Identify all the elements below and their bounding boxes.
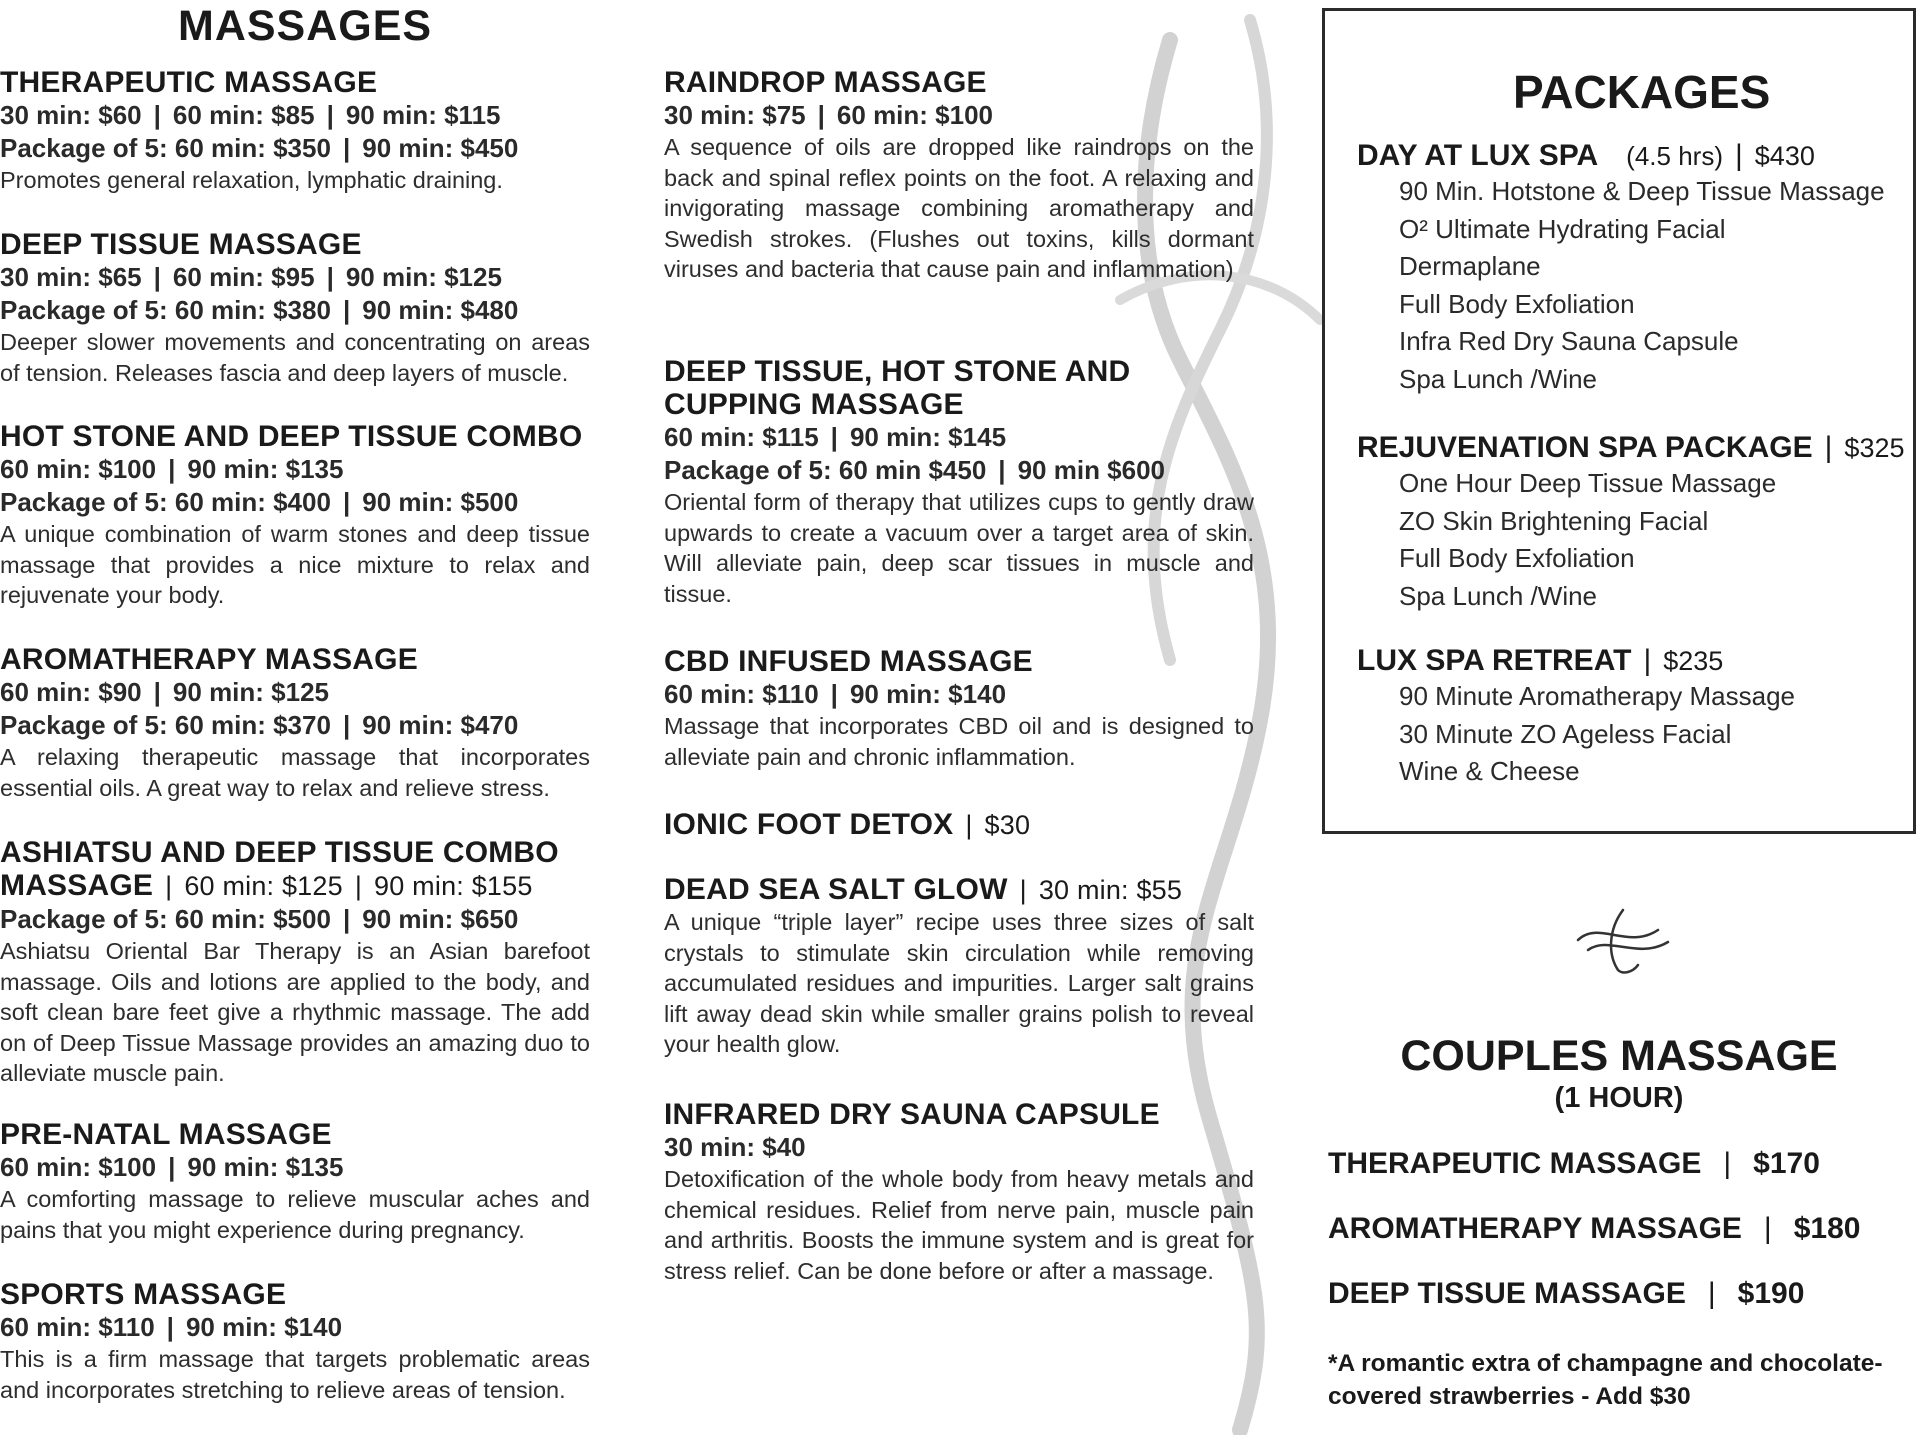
package-item bbox=[1357, 644, 1917, 791]
service-heading bbox=[664, 355, 1254, 421]
separator: | bbox=[830, 422, 838, 452]
service-name: DEAD SEA SALT GLOW bbox=[664, 873, 1008, 906]
service-description: A unique combination of warm stones and deep tissue massage that provides a nice mixture to relax and rejuvenate your body. bbox=[0, 521, 590, 608]
package-price-value: Package of 5: 60 min: $380 bbox=[0, 295, 331, 325]
service-inline-price bbox=[1008, 875, 1183, 905]
service-name: DEEP TISSUE MASSAGE bbox=[0, 228, 362, 261]
price-value: 60 min: $110 bbox=[0, 1312, 155, 1342]
couples-item-price: $180 bbox=[1793, 1212, 1861, 1245]
package-included-item: Infra Red Dry Sauna Capsule bbox=[1399, 326, 1739, 356]
service-prices bbox=[0, 453, 590, 486]
price-value: 60 min: $85 bbox=[172, 100, 315, 130]
separator: | bbox=[342, 295, 351, 325]
packages-title: PACKAGES bbox=[1513, 66, 1771, 118]
service-prices bbox=[0, 676, 590, 709]
service-item bbox=[0, 66, 590, 196]
separator: | bbox=[342, 904, 351, 934]
package-included-item: Spa Lunch /Wine bbox=[1399, 363, 1598, 394]
couples-subtitle: (1 HOUR) bbox=[1554, 1082, 1684, 1114]
price-value: 90 min: $140 bbox=[185, 1312, 343, 1342]
package-heading bbox=[1357, 431, 1917, 465]
service-package-prices bbox=[664, 454, 1254, 487]
package-included-item: Spa Lunch /Wine bbox=[1399, 580, 1598, 611]
separator: | bbox=[1019, 875, 1027, 905]
price-value: 90 min: $125 bbox=[172, 677, 330, 707]
package-price: $325 bbox=[1844, 433, 1905, 463]
separator: | bbox=[342, 710, 351, 740]
package-price-value: 90 min: $480 bbox=[362, 295, 519, 325]
service-item bbox=[0, 228, 590, 388]
separator: | bbox=[965, 810, 973, 840]
service-prices bbox=[0, 99, 590, 132]
service-prices bbox=[664, 1131, 1254, 1164]
service-name: DEEP TISSUE, HOT STONE AND CUPPING MASSAGE bbox=[664, 355, 1131, 421]
package-price-value: 90 min: $450 bbox=[362, 133, 519, 163]
service-item bbox=[0, 643, 590, 803]
service-name: INFRARED DRY SAUNA CAPSULE bbox=[664, 1098, 1160, 1131]
couples-item: THERAPEUTIC MASSAGE | $170 bbox=[1328, 1147, 1820, 1180]
service-package-prices bbox=[0, 709, 590, 742]
service-item bbox=[664, 645, 1254, 772]
service-prices bbox=[0, 261, 590, 294]
separator: | bbox=[168, 1152, 176, 1182]
package-item bbox=[1357, 139, 1917, 398]
service-description: A unique “triple layer” recipe uses three sizes of salt crystals to stimulate skin circulation while removing accumulated residues and impurities. Larger salt grains lift away dead skin while smaller grains polish to reveal your health glow. bbox=[664, 909, 1254, 1057]
spa-logo-icon bbox=[1568, 900, 1678, 980]
service-description: This is a firm massage that targets problematic areas and incorporates stretching to relieve areas of tension. bbox=[0, 1346, 590, 1403]
couples-item-name: AROMATHERAPY MASSAGE bbox=[1328, 1212, 1742, 1245]
service-prices bbox=[0, 1151, 590, 1184]
couples-item-name: DEEP TISSUE MASSAGE bbox=[1328, 1277, 1686, 1310]
separator: | bbox=[1824, 431, 1833, 464]
service-heading bbox=[664, 66, 1254, 99]
service-heading bbox=[0, 1118, 590, 1151]
separator: | bbox=[342, 133, 351, 163]
service-prices bbox=[664, 99, 1254, 132]
price-value: 90 min: $125 bbox=[345, 262, 502, 292]
packages-box bbox=[1322, 8, 1916, 834]
separator: | bbox=[326, 100, 334, 130]
package-price-value: Package of 5: 60 min: $400 bbox=[0, 487, 331, 517]
package-item bbox=[1357, 431, 1917, 615]
service-description: Massage that incorporates CBD oil and is designed to alleviate pain and chronic inflammation. bbox=[664, 713, 1254, 770]
service-description: Detoxification of the whole body from heavy metals and chemical residues. Relief from nerve pain, muscle pain and arthritis. Boosts the immune system and is great for stress relief. Can be done before or after a massage. bbox=[664, 1166, 1254, 1284]
price-value: 90 min: $135 bbox=[187, 454, 344, 484]
price-value: 90 min: $145 bbox=[849, 422, 1007, 452]
service-name: AROMATHERAPY MASSAGE bbox=[0, 643, 418, 676]
service-name: IONIC FOOT DETOX bbox=[664, 808, 954, 841]
couples-item: AROMATHERAPY MASSAGE | $180 bbox=[1328, 1212, 1861, 1245]
couples-item: DEEP TISSUE MASSAGE | $190 bbox=[1328, 1277, 1805, 1310]
price-value: 60 min: $90 bbox=[0, 677, 142, 707]
service-item bbox=[0, 420, 590, 611]
price-value: 30 min: $65 bbox=[0, 262, 142, 292]
service-item bbox=[0, 836, 590, 1089]
service-name: SPORTS MASSAGE bbox=[0, 1278, 287, 1311]
massages-title: MASSAGES bbox=[178, 2, 433, 50]
separator: | bbox=[342, 487, 351, 517]
service-heading bbox=[664, 808, 1254, 842]
couples-item-name: THERAPEUTIC MASSAGE bbox=[1328, 1147, 1702, 1180]
service-name: THERAPEUTIC MASSAGE bbox=[0, 66, 378, 99]
separator: | bbox=[1643, 644, 1652, 677]
package-included-item: Wine & Cheese bbox=[1399, 756, 1580, 786]
service-description: Oriental form of therapy that utilizes cups to gently draw upwards to create a vacuum over a target area of skin. Will alleviate pain, deep scar tissues in muscle and tissue. bbox=[664, 489, 1254, 607]
separator: | bbox=[166, 1312, 174, 1342]
package-included-item: Dermaplane bbox=[1399, 251, 1541, 281]
service-description: Deeper slower movements and concentrating on areas of tension. Releases fascia and deep layers of muscle. bbox=[0, 329, 590, 386]
service-package-prices bbox=[0, 903, 590, 936]
service-name: HOT STONE AND DEEP TISSUE COMBO bbox=[0, 420, 583, 453]
package-included-item: 90 Minute Aromatherapy Massage bbox=[1399, 681, 1795, 711]
service-name: CBD INFUSED MASSAGE bbox=[664, 645, 1033, 678]
service-heading bbox=[0, 1278, 590, 1311]
inline-price-value: 90 min: $155 bbox=[374, 871, 533, 901]
separator: | bbox=[165, 871, 173, 901]
package-price-value: 90 min: $500 bbox=[362, 487, 519, 517]
service-prices bbox=[0, 1311, 590, 1344]
price-value: 30 min: $75 bbox=[664, 100, 806, 130]
separator: | bbox=[354, 871, 363, 901]
separator: | bbox=[1734, 139, 1743, 172]
separator: | bbox=[830, 679, 838, 709]
service-item bbox=[0, 1118, 590, 1245]
package-included-item: O² Ultimate Hydrating Facial bbox=[1399, 213, 1726, 244]
service-description: A relaxing therapeutic massage that incorporates essential oils. A great way to relax and relieve stress. bbox=[0, 744, 590, 801]
package-included-item: Full Body Exfoliation bbox=[1399, 543, 1635, 573]
service-name: PRE-NATAL MASSAGE bbox=[0, 1118, 332, 1151]
package-included-item: 30 Minute ZO Ageless Facial bbox=[1399, 718, 1732, 749]
inline-price-value: $30 bbox=[984, 810, 1031, 840]
service-inline-price bbox=[953, 810, 1030, 840]
service-prices bbox=[664, 678, 1254, 711]
service-item bbox=[664, 66, 1254, 285]
service-item bbox=[664, 1098, 1254, 1286]
couples-item-price: $170 bbox=[1753, 1147, 1820, 1180]
price-value: 90 min: $140 bbox=[849, 679, 1007, 709]
service-inline-price bbox=[153, 871, 532, 901]
inline-price-value: 30 min: $55 bbox=[1038, 875, 1183, 905]
service-heading bbox=[0, 836, 590, 903]
service-heading bbox=[0, 66, 590, 99]
package-price-value: Package of 5: 60 min: $350 bbox=[0, 133, 331, 163]
service-heading bbox=[664, 873, 1254, 907]
service-heading bbox=[0, 420, 590, 453]
price-value: 60 min: $115 bbox=[664, 422, 819, 452]
service-description: Ashiatsu Oriental Bar Therapy is an Asian barefoot massage. Oils and lotions are applied to the body, and soft clean bare feet give a rhythmic massage. The add on of Deep Tissue Massage provides an amazing duo to alleviate muscle pain. bbox=[0, 938, 590, 1086]
separator: | bbox=[168, 454, 176, 484]
separator: | bbox=[817, 100, 825, 130]
separator: | bbox=[153, 262, 161, 292]
service-item bbox=[664, 808, 1254, 842]
price-value: 60 min: $100 bbox=[836, 100, 994, 130]
package-included-item: ZO Skin Brightening Facial bbox=[1399, 505, 1709, 536]
package-price-value: Package of 5: 60 min: $370 bbox=[0, 710, 331, 740]
package-name: LUX SPA RETREAT bbox=[1357, 644, 1632, 677]
separator: | bbox=[998, 455, 1006, 485]
service-heading bbox=[0, 228, 590, 261]
couples-note: *A romantic extra of champagne and chocolate-covered strawberries - Add $30 bbox=[1328, 1350, 1883, 1410]
service-item bbox=[0, 1278, 590, 1405]
price-value: 60 min: $100 bbox=[0, 1152, 157, 1182]
separator: | bbox=[153, 677, 161, 707]
package-price-value: 90 min: $650 bbox=[362, 904, 519, 934]
separator: | bbox=[153, 100, 161, 130]
price-value: 60 min: $95 bbox=[172, 262, 315, 292]
package-heading bbox=[1357, 139, 1917, 173]
service-heading bbox=[0, 643, 590, 676]
service-item bbox=[664, 355, 1254, 609]
package-heading bbox=[1357, 644, 1917, 678]
package-name: DAY AT LUX SPA bbox=[1357, 139, 1599, 172]
price-value: 90 min: $135 bbox=[187, 1152, 344, 1182]
service-heading bbox=[664, 1098, 1254, 1131]
package-price-value: 90 min $600 bbox=[1017, 455, 1166, 485]
price-value: 30 min: $60 bbox=[0, 100, 142, 130]
package-included-item: 90 Min. Hotstone & Deep Tissue Massage bbox=[1399, 176, 1885, 206]
service-package-prices bbox=[0, 486, 590, 519]
service-name: RAINDROP MASSAGE bbox=[664, 66, 987, 99]
service-heading bbox=[664, 645, 1254, 678]
service-item bbox=[664, 873, 1254, 1060]
service-description: A sequence of oils are dropped like raindrops on the back and spinal reflex points on the foot. A relaxing and invigorating massage combining aromatherapy and Swedish strokes. (Flushes out toxins, kills dormant viruses and bacteria that cause pain and inflammation) bbox=[664, 134, 1254, 282]
service-description: Promotes general relaxation, lymphatic draining. bbox=[0, 167, 503, 193]
package-price-value: Package of 5: 60 min: $500 bbox=[0, 904, 331, 934]
package-name: REJUVENATION SPA PACKAGE bbox=[1357, 431, 1813, 464]
package-included-item: One Hour Deep Tissue Massage bbox=[1399, 468, 1777, 498]
package-price-value: 90 min: $470 bbox=[362, 710, 519, 740]
price-value: 60 min: $100 bbox=[0, 454, 157, 484]
service-package-prices bbox=[0, 132, 590, 165]
package-price: $235 bbox=[1663, 646, 1724, 676]
package-price: $430 bbox=[1754, 141, 1815, 171]
couples-item-price: $190 bbox=[1737, 1277, 1805, 1310]
service-prices bbox=[664, 421, 1254, 454]
price-value: 90 min: $115 bbox=[345, 100, 501, 130]
service-description: A comforting massage to relieve muscular aches and pains that you might experience during pregnancy. bbox=[0, 1186, 590, 1243]
separator: | bbox=[326, 262, 334, 292]
price-value: 60 min: $110 bbox=[664, 679, 819, 709]
couples-title: COUPLES MASSAGE bbox=[1400, 1032, 1838, 1080]
package-included-item: Full Body Exfoliation bbox=[1399, 288, 1635, 319]
service-package-prices bbox=[0, 294, 590, 327]
price-value: 30 min: $40 bbox=[664, 1132, 806, 1162]
inline-price-value: 60 min: $125 bbox=[184, 871, 343, 901]
package-price-value: Package of 5: 60 min $450 bbox=[664, 455, 987, 485]
package-duration: (4.5 hrs) bbox=[1626, 141, 1723, 171]
service-name: ASHIATSU AND DEEP TISSUE COMBO MASSAGE bbox=[0, 836, 559, 902]
